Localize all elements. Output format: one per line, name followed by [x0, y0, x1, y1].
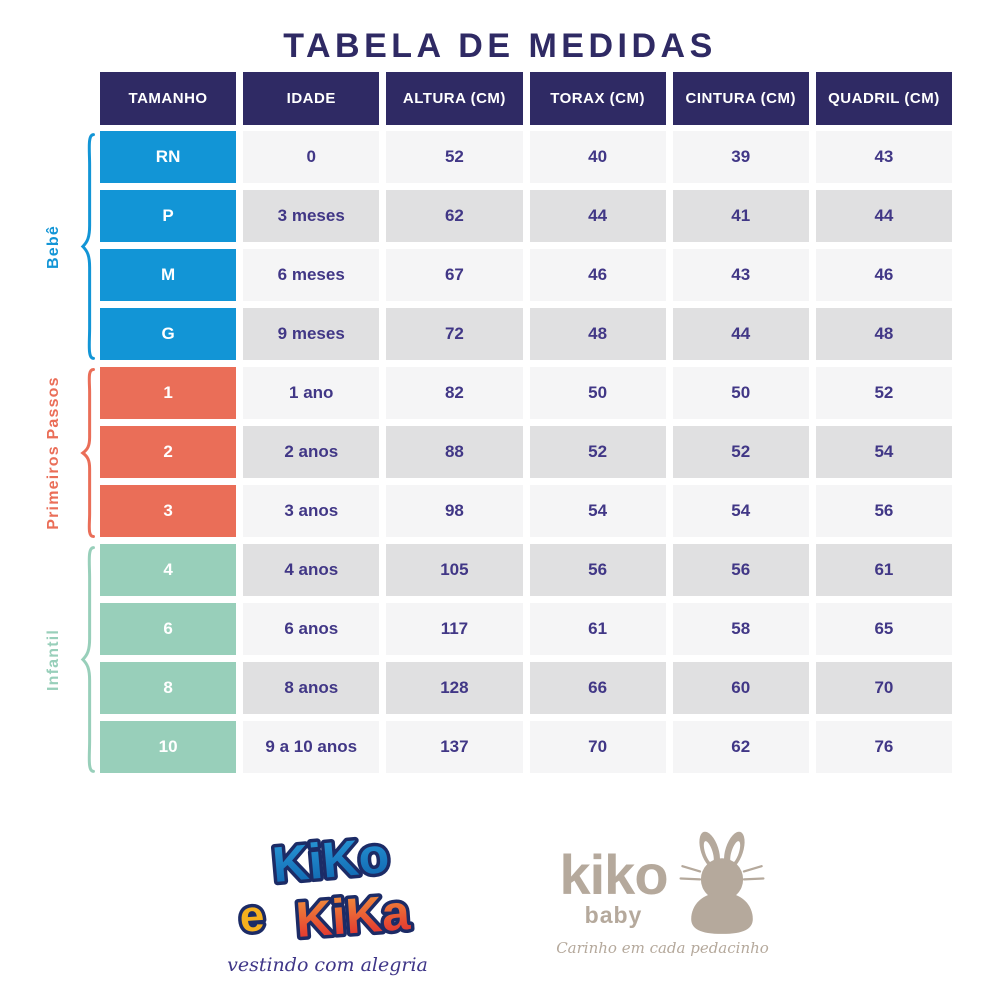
data-cell: 128 [386, 662, 522, 714]
data-cell: 72 [386, 308, 522, 360]
data-cell: 67 [386, 249, 522, 301]
data-cell: 8 anos [243, 662, 379, 714]
kiko-e-kika-wordmark-icon [213, 829, 443, 947]
kiko-baby-logo [538, 829, 788, 957]
size-table [45, 72, 952, 773]
data-cell: 56 [530, 544, 666, 596]
data-cell: 2 anos [243, 426, 379, 478]
data-cell: 46 [816, 249, 952, 301]
data-cell: 43 [816, 131, 952, 183]
data-cell: 60 [673, 662, 809, 714]
data-cell: 44 [816, 190, 952, 242]
data-cell: 54 [673, 485, 809, 537]
size-cell: 2 [100, 426, 236, 478]
data-cell: 88 [386, 426, 522, 478]
data-cell: 44 [673, 308, 809, 360]
data-cell: 6 meses [243, 249, 379, 301]
data-cell: 48 [530, 308, 666, 360]
group-brace [79, 366, 96, 540]
data-cell: 48 [816, 308, 952, 360]
kiko-baby-names [559, 842, 668, 935]
data-cell: 117 [386, 603, 522, 655]
kiko-baby-tagline: Carinho em cada pedacinho [556, 939, 769, 957]
data-cell: 39 [673, 131, 809, 183]
kiko-word: KiKo [269, 829, 391, 893]
kiko-baby-top [538, 829, 788, 935]
kiko-e-kika-tagline: vestindo com alegria [227, 954, 428, 976]
group-label: Infantil [45, 628, 62, 691]
data-cell: 62 [386, 190, 522, 242]
data-cell: 70 [530, 721, 666, 773]
e-letter: e [237, 891, 266, 942]
bunny-icon [678, 829, 766, 935]
column-header: ALTURA (CM) [386, 72, 522, 125]
column-header: QUADRIL (CM) [816, 72, 952, 125]
data-cell: 70 [816, 662, 952, 714]
data-cell: 54 [816, 426, 952, 478]
data-cell: 61 [530, 603, 666, 655]
kiko-e-kika-logo [213, 829, 443, 976]
data-cell: 52 [530, 426, 666, 478]
data-cell: 56 [673, 544, 809, 596]
data-cell: 44 [530, 190, 666, 242]
size-cell: M [100, 249, 236, 301]
group-label: Bebê [45, 224, 62, 269]
column-header: TAMANHO [100, 72, 236, 125]
size-cell: 1 [100, 367, 236, 419]
size-cell: G [100, 308, 236, 360]
kiko-baby-name: kiko [559, 842, 668, 906]
data-cell: 65 [816, 603, 952, 655]
data-cell: 0 [243, 131, 379, 183]
data-cell: 56 [816, 485, 952, 537]
data-cell: 52 [673, 426, 809, 478]
brand-logos [0, 829, 1000, 976]
data-cell: 9 a 10 anos [243, 721, 379, 773]
data-cell: 50 [673, 367, 809, 419]
data-cell: 1 ano [243, 367, 379, 419]
data-cell: 66 [530, 662, 666, 714]
column-header: IDADE [243, 72, 379, 125]
column-header: TORAX (CM) [530, 72, 666, 125]
data-cell: 61 [816, 544, 952, 596]
size-cell: 6 [100, 603, 236, 655]
group-label: Primeiros Passos [45, 376, 62, 530]
kiko-baby-sub: baby [584, 902, 643, 928]
data-cell: 50 [530, 367, 666, 419]
size-cell: P [100, 190, 236, 242]
data-cell: 6 anos [243, 603, 379, 655]
size-cell: 4 [100, 544, 236, 596]
size-cell: 10 [100, 721, 236, 773]
kika-word: KiKa [293, 884, 412, 947]
size-cell: 3 [100, 485, 236, 537]
data-cell: 52 [386, 131, 522, 183]
data-cell: 41 [673, 190, 809, 242]
data-cell: 105 [386, 544, 522, 596]
data-cell: 3 anos [243, 485, 379, 537]
page-title: TABELA DE MEDIDAS [283, 26, 717, 65]
data-cell: 4 anos [243, 544, 379, 596]
data-cell: 46 [530, 249, 666, 301]
data-cell: 82 [386, 367, 522, 419]
data-cell: 98 [386, 485, 522, 537]
size-cell: RN [100, 131, 236, 183]
column-header: CINTURA (CM) [673, 72, 809, 125]
data-cell: 54 [530, 485, 666, 537]
data-cell: 58 [673, 603, 809, 655]
data-cell: 76 [816, 721, 952, 773]
group-brace [79, 130, 96, 363]
data-cell: 52 [816, 367, 952, 419]
data-cell: 3 meses [243, 190, 379, 242]
data-cell: 62 [673, 721, 809, 773]
group-brace [79, 543, 96, 776]
data-cell: 137 [386, 721, 522, 773]
data-cell: 9 meses [243, 308, 379, 360]
size-cell: 8 [100, 662, 236, 714]
data-cell: 43 [673, 249, 809, 301]
data-cell: 40 [530, 131, 666, 183]
size-table-grid [100, 72, 952, 773]
